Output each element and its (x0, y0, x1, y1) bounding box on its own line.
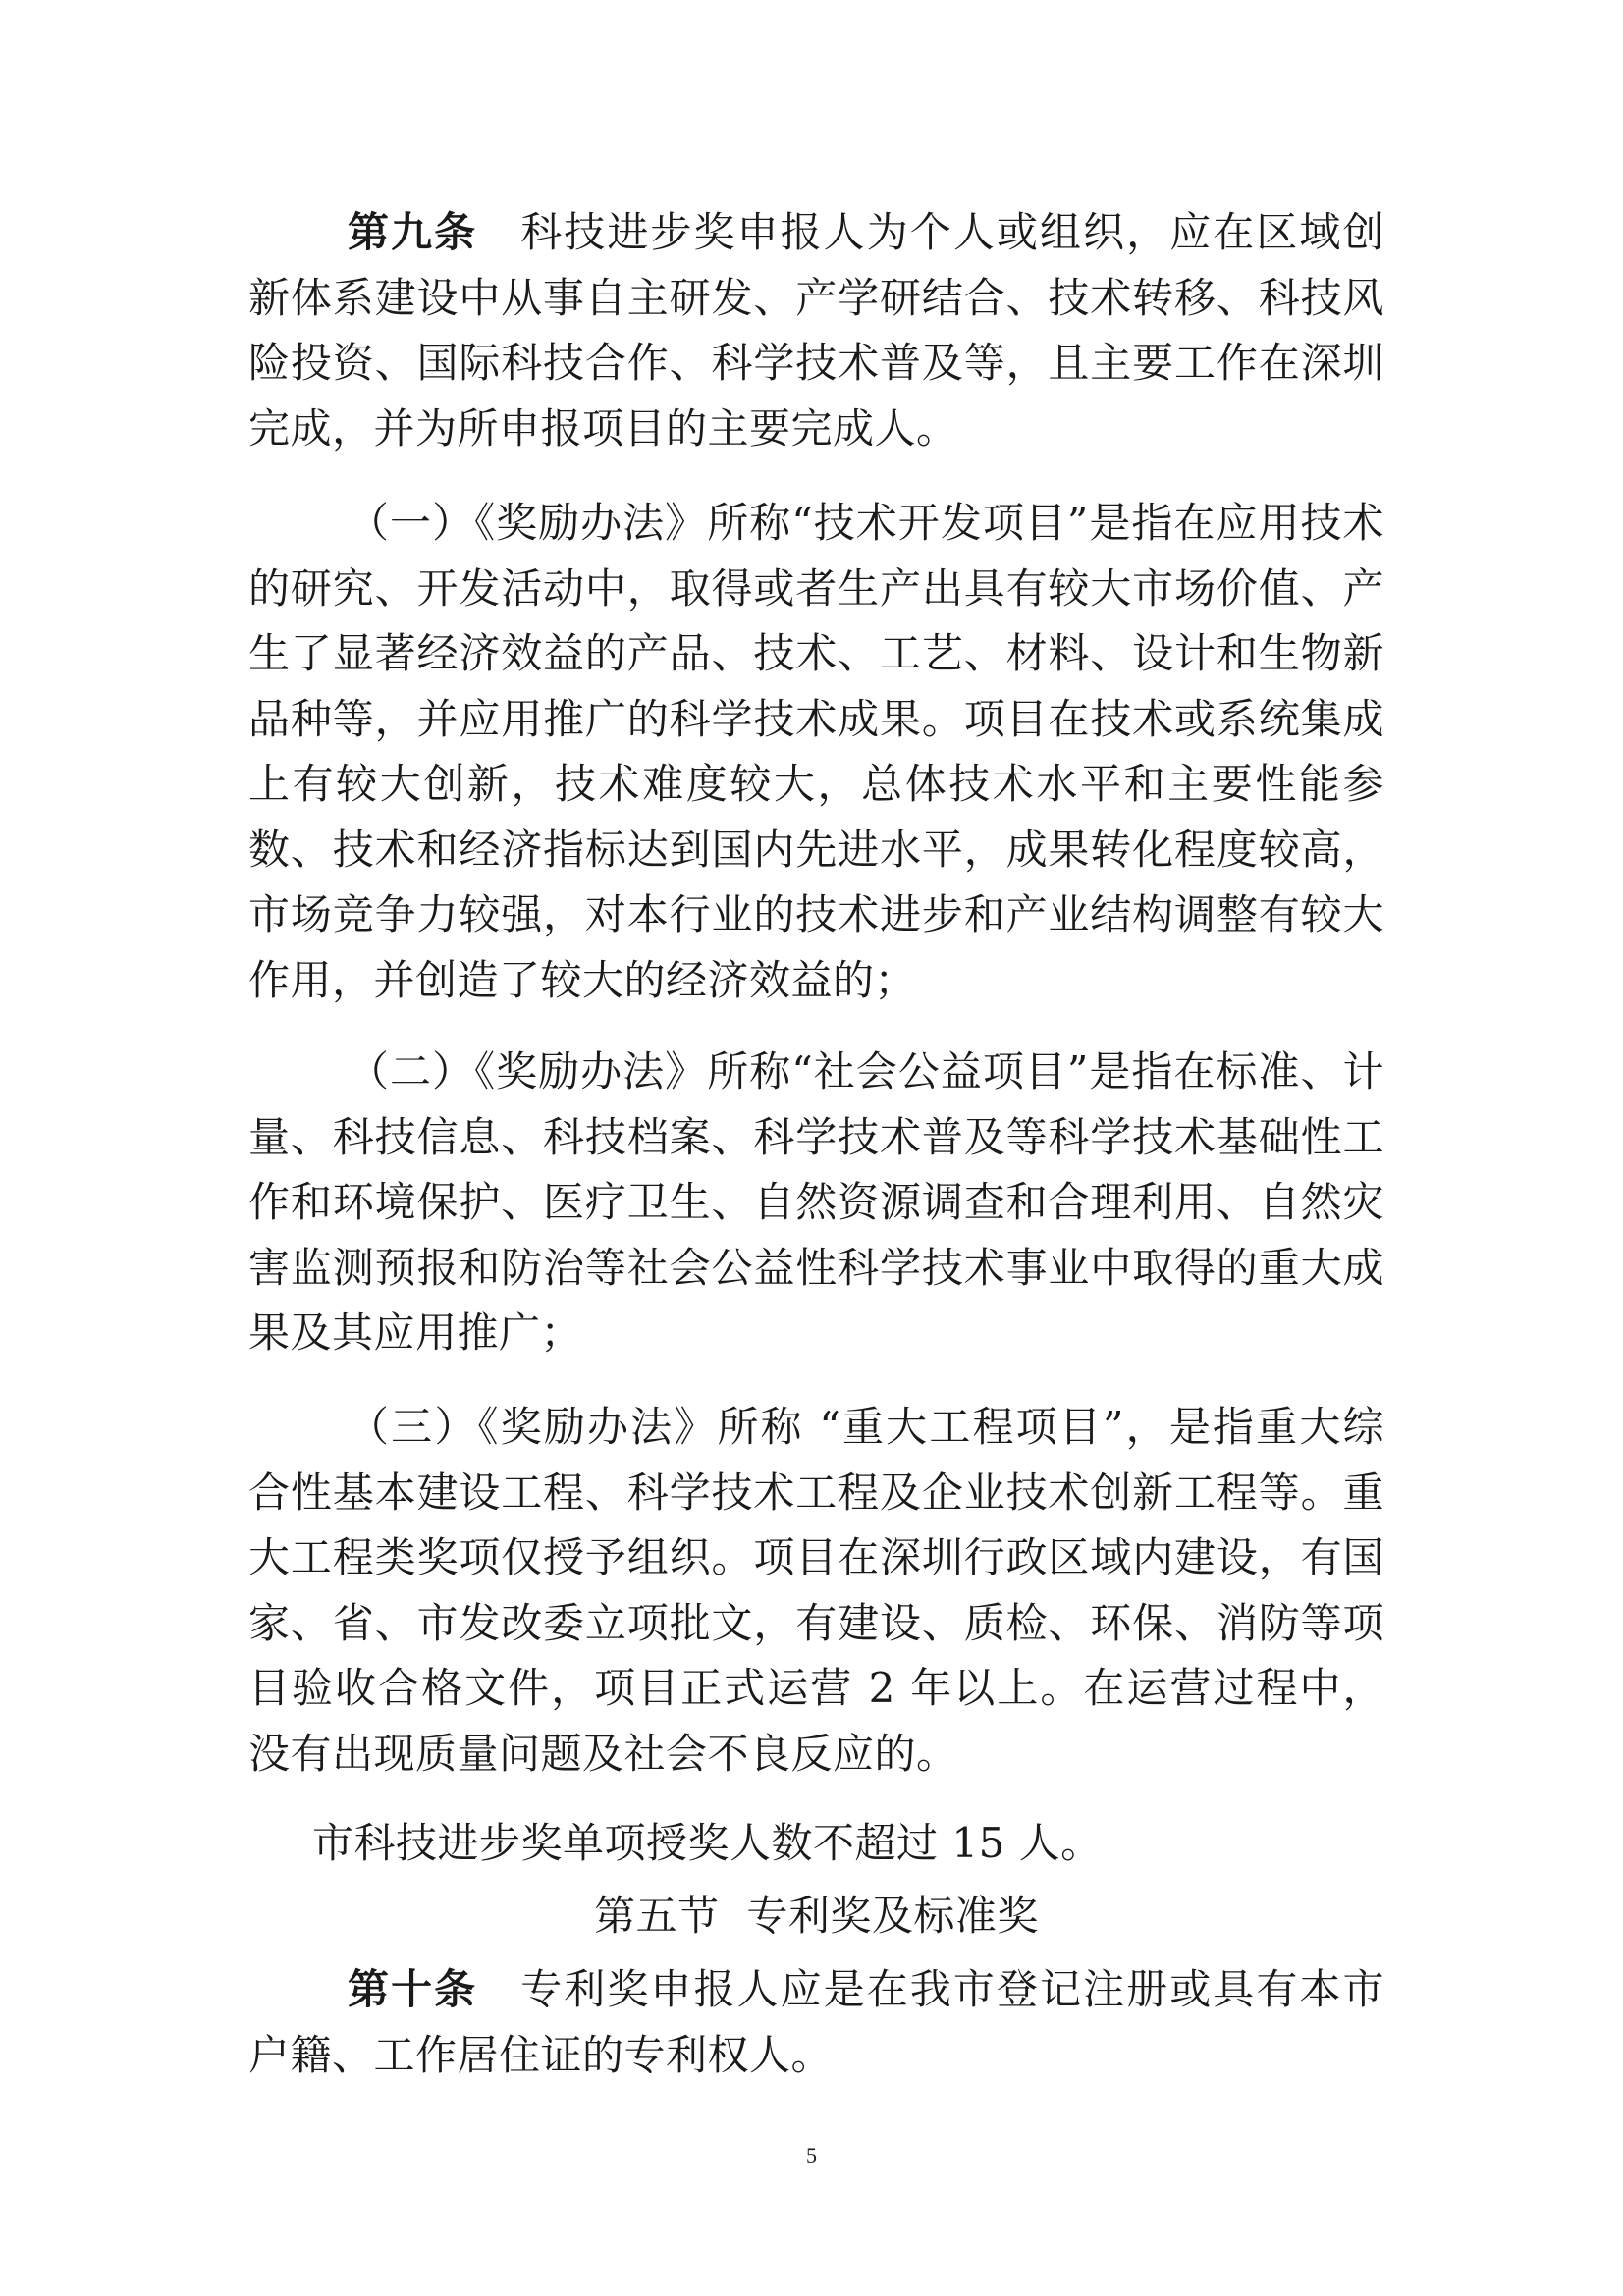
article-9-paragraph (248, 200, 1384, 461)
page-number: 5 (806, 2143, 817, 2167)
article-10-text: 专利奖申报人应是在我市登记注册或具有本市户籍、工作居住证的专利权人。 (248, 1965, 1384, 2079)
item-3-paragraph: （三）《奖励办法》所称 “重大工程项目”，是指重大综合性基本建设工程、科学技术工程及企业技术创新工程等。重大工程类奖项仅授予组织。项目在深圳行政区域内建设，有国家、省、市发改委立项批文，有建设、质检、环保、消防等项目验收合格文件，项目正式运营 2 年以上。在运营过程中，没有出现质量问题及社会不良反应的。 (248, 1403, 1384, 1778)
article-9-label: 第九条 (348, 208, 478, 256)
item-1-paragraph: （一）《奖励办法》所称“技术开发项目”是指在应用技术的研究、开发活动中，取得或者生产出具有较大市场价值、产生了显著经济效益的产品、技术、工艺、材料、设计和生物新品种等，并应用推广的科学技术成果。项目在技术或系统集成上有较大创新，技术难度较大，总体技术水平和主要性能参数、技术和经济指标达到国内先进水平，成果转化程度较高，市场竞争力较强，对本行业的技术进步和产业结构调整有较大作用，并创造了较大的经济效益的； (248, 499, 1384, 1004)
item-2-paragraph: （二）《奖励办法》所称“社会公益项目”是指在标准、计量、科技信息、科技档案、科学技术普及等科学技术基础性工作和环境保护、医疗卫生、自然资源调查和合理利用、自然灾害监测预报和防治等社会公益性科学技术事业中取得的重大成果及其应用推广； (248, 1047, 1384, 1357)
award-limit-note: 市科技进步奖单项授奖人数不超过 15 人。 (312, 1819, 1103, 1867)
section-heading: 第五节 专利奖及标准奖 (594, 1892, 1039, 1940)
article-10-paragraph (248, 1957, 1384, 2088)
article-9-text: 科技进步奖申报人为个人或组织，应在区域创新体系建设中从事自主研发、产学研结合、技术转移、科技风险投资、国际科技合作、科学技术普及等，且主要工作在深圳完成，并为所申报项目的主要完成人。 (248, 208, 1384, 453)
article-10-label: 第十条 (348, 1965, 478, 2013)
